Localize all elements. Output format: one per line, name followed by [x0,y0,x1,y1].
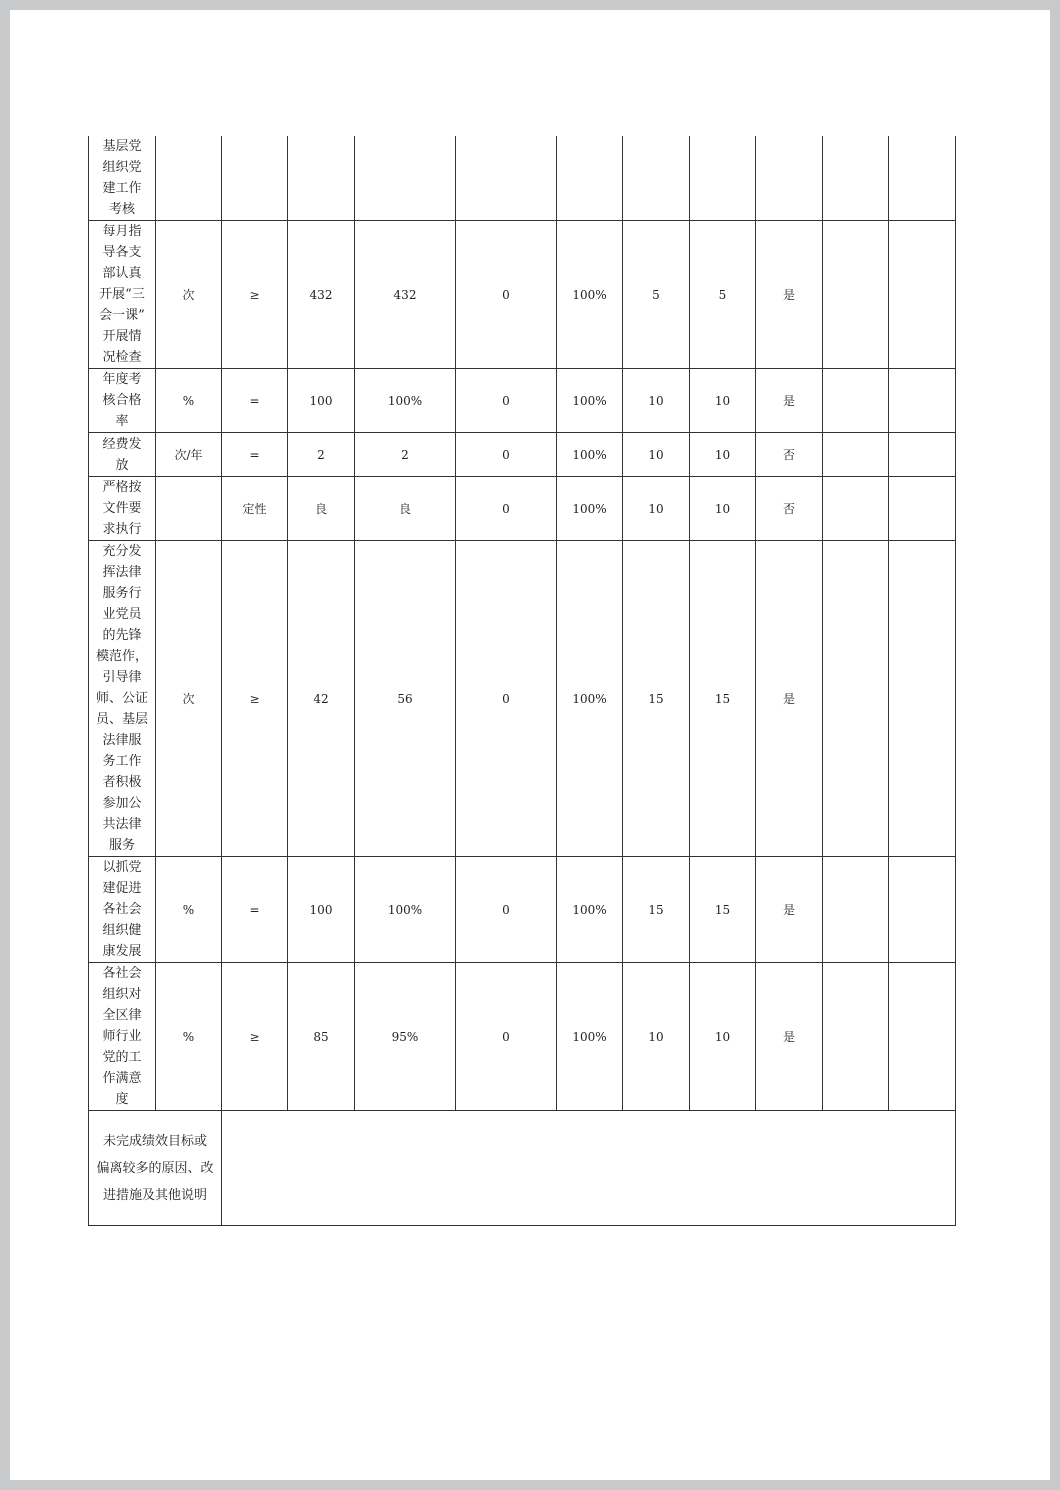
weight-cell [623,477,690,541]
indicator-name-line: 建工作 [102,181,142,196]
indicator-name-line: 严格按 [102,480,142,495]
met-text: 是 [782,903,795,917]
deviation-text: 0 [502,1029,510,1044]
actual-text: 100% [387,393,423,408]
target-cell [288,369,355,433]
unit-cell [156,477,222,541]
weight-cell [623,221,690,369]
rate-text: 100% [572,1029,607,1044]
indicator-name-line: 基层党 [102,139,142,154]
deviation-cell [456,857,557,963]
indicator-name-line: 师、公证 [95,691,148,706]
indicator-name-line: 部认真 [102,266,142,281]
weight-text: 5 [652,287,660,302]
weight-cell [623,857,690,963]
unit-text: % [182,902,195,917]
rate-cell [557,221,623,369]
unit-cell [156,857,222,963]
target-text: 2 [317,447,325,462]
note-label-line: 偏离较多的原因、改 [96,1160,214,1176]
table-row [89,136,956,221]
target-cell [288,963,355,1111]
weight-text: 10 [648,447,664,462]
indicator-name-line: 服务行 [102,586,142,601]
indicator-name-line: 考核 [108,202,135,217]
met-cell [756,221,823,369]
document-page [10,10,1050,1480]
operator-cell [222,369,288,433]
empty-cell [889,477,956,541]
indicator-name-line: 度 [115,1092,129,1107]
weight-cell [623,963,690,1111]
deviation-cell [456,433,557,477]
note-label-line: 进措施及其他说明 [102,1187,207,1203]
indicator-name-line: 师行业 [102,1029,142,1044]
empty-cell [889,136,956,221]
target-cell [288,433,355,477]
operator-text: = [249,902,260,917]
indicator-name-line: 各社会 [102,902,142,917]
table-row [89,369,956,433]
target-text: 100 [309,902,333,917]
table-row [89,963,956,1111]
rate-text: 100% [572,393,607,408]
unit-cell [156,369,222,433]
operator-cell [222,963,288,1111]
met-cell [756,477,823,541]
indicator-name-line: 充分发 [102,544,142,559]
indicator-name-line: 党的工 [102,1050,142,1065]
indicator-name-line: 务工作 [102,754,142,769]
weight-text: 10 [648,393,664,408]
score-text: 10 [714,393,731,408]
score-text: 15 [714,902,731,917]
actual-text: 95% [391,1029,419,1044]
indicator-name-line: 开展情 [102,329,142,344]
empty-cell [823,136,889,221]
operator-text: = [249,393,260,408]
target-cell [288,857,355,963]
indicator-name-line: 组织健 [102,923,142,938]
deviation-cell [456,136,557,221]
indicator-name-line: 参加公 [102,796,142,811]
rate-cell [557,541,623,857]
indicator-name-line: 放 [115,457,129,473]
score-cell [690,541,756,857]
note-label-line: 未完成绩效目标或 [102,1133,207,1149]
rate-text: 100% [572,287,607,302]
unit-text: 次/年 [174,448,203,462]
operator-text: = [249,447,260,462]
indicator-name-line: 员、基层 [95,712,148,727]
empty-cell [889,541,956,857]
empty-cell [889,963,956,1111]
met-text: 是 [782,394,795,408]
unit-cell [156,541,222,857]
score-cell [690,221,756,369]
indicator-name-cell [89,369,156,433]
actual-text: 432 [393,287,417,302]
indicator-name-line: 以抓党 [102,860,142,875]
indicator-name-line: 况检查 [102,350,142,365]
empty-cell [889,369,956,433]
unit-text: % [182,393,195,408]
table-row [89,477,956,541]
unit-cell [156,433,222,477]
note-label-cell [89,1111,222,1226]
deviation-text: 0 [502,902,510,917]
deviation-cell [456,963,557,1111]
target-text: 85 [313,1029,329,1044]
operator-text: ≥ [249,287,260,302]
indicator-name-line: 导各支 [102,245,142,260]
met-text: 是 [782,288,795,302]
empty-cell [823,541,889,857]
rate-cell [557,477,623,541]
actual-cell [355,369,456,433]
performance-table [88,136,956,1226]
indicator-name-line: 建促进 [102,881,142,896]
actual-cell [355,433,456,477]
indicator-name-line: 康发展 [102,944,142,959]
rate-text: 100% [572,501,607,516]
deviation-text: 0 [502,393,510,408]
score-cell [690,477,756,541]
target-text: 432 [309,287,333,302]
score-cell [690,433,756,477]
indicator-name-line: 各社会 [102,966,142,981]
met-cell [756,963,823,1111]
score-text: 5 [718,287,727,302]
deviation-cell [456,541,557,857]
target-cell [288,541,355,857]
indicator-name-line: 率 [115,414,129,429]
actual-text: 100% [387,902,423,917]
indicator-name-line: 开展“三 [99,287,145,302]
operator-text: ≥ [249,691,260,706]
indicator-name-cell [89,857,156,963]
score-text: 10 [714,501,731,516]
rate-text: 100% [572,447,607,462]
actual-cell [355,477,456,541]
met-cell [756,369,823,433]
met-cell [756,541,823,857]
unit-text: 次 [182,692,195,706]
met-cell [756,433,823,477]
table-row [89,221,956,369]
unit-cell [156,963,222,1111]
indicator-name-cell [89,963,156,1111]
unit-cell [156,136,222,221]
target-text: 良 [314,502,327,516]
indicator-name-line: 者积极 [102,775,142,790]
unit-text: % [182,1029,195,1044]
indicator-name-line: 共法律 [102,817,142,832]
actual-cell [355,136,456,221]
operator-cell [222,857,288,963]
actual-text: 56 [397,691,413,706]
unit-text: 次 [182,288,195,302]
note-value-cell [222,1111,956,1226]
operator-cell [222,477,288,541]
empty-cell [823,221,889,369]
weight-text: 15 [648,691,664,706]
indicator-name-line: 的先锋 [102,628,142,643]
deviation-text: 0 [502,447,510,462]
deviation-cell [456,369,557,433]
target-text: 42 [313,691,329,706]
indicator-name-cell [89,221,156,369]
indicator-name-line: 模范作， [95,649,148,664]
weight-text: 10 [648,501,664,516]
indicator-name-line: 核合格 [102,393,142,408]
indicator-name-line: 会一课” [99,308,145,323]
indicator-name-line: 引导律 [102,670,142,685]
actual-text: 良 [398,502,411,516]
table-body [89,136,956,1226]
rate-cell [557,963,623,1111]
rate-cell [557,857,623,963]
score-text: 10 [714,1029,731,1044]
actual-text: 2 [401,447,409,462]
weight-cell [623,369,690,433]
met-text: 是 [782,1030,795,1044]
table-row [89,541,956,857]
indicator-name-cell [89,136,156,221]
actual-cell [355,963,456,1111]
indicator-name-line: 业党员 [102,607,142,622]
weight-cell [623,136,690,221]
indicator-name-line: 服务 [108,838,135,853]
weight-text: 10 [648,1029,664,1044]
rate-cell [557,433,623,477]
operator-text: 定性 [242,502,267,516]
operator-cell [222,433,288,477]
indicator-name-line: 求执行 [102,522,142,537]
note-row [89,1111,956,1226]
table-row [89,857,956,963]
met-text: 是 [782,692,795,706]
indicator-name-line: 全区律 [102,1008,142,1023]
rate-cell [557,136,623,221]
rate-cell [557,369,623,433]
indicator-name-cell [89,477,156,541]
indicator-name-cell [89,433,156,477]
indicator-name-line: 挥法律 [102,565,142,580]
table-row [89,433,956,477]
deviation-cell [456,221,557,369]
actual-cell [355,221,456,369]
score-cell [690,369,756,433]
operator-cell [222,541,288,857]
actual-cell [355,857,456,963]
indicator-name-line: 年度考 [102,372,142,387]
rate-text: 100% [572,691,607,706]
deviation-cell [456,477,557,541]
deviation-text: 0 [502,287,510,302]
empty-cell [823,857,889,963]
weight-cell [623,541,690,857]
empty-cell [889,221,956,369]
deviation-text: 0 [502,501,510,516]
score-cell [690,963,756,1111]
indicator-name-line: 组织对 [102,987,142,1002]
indicator-name-line: 作满意 [102,1071,142,1086]
operator-cell [222,221,288,369]
score-cell [690,857,756,963]
operator-cell [222,136,288,221]
unit-cell [156,221,222,369]
empty-cell [889,857,956,963]
met-text: 否 [782,448,795,462]
met-cell [756,857,823,963]
empty-cell [823,433,889,477]
target-cell [288,136,355,221]
indicator-name-line: 文件要 [102,501,142,516]
empty-cell [889,433,956,477]
target-cell [288,221,355,369]
indicator-name-line: 经费发 [102,436,142,452]
met-text: 否 [782,502,795,516]
indicator-name-cell [89,541,156,857]
rate-text: 100% [572,902,607,917]
empty-cell [823,369,889,433]
operator-text: ≥ [249,1029,260,1044]
score-cell [690,136,756,221]
deviation-text: 0 [502,691,510,706]
indicator-name-line: 组织党 [102,160,142,175]
weight-text: 15 [648,902,664,917]
empty-cell [823,963,889,1111]
empty-cell [823,477,889,541]
target-text: 100 [309,393,333,408]
score-text: 15 [714,691,731,706]
met-cell [756,136,823,221]
weight-cell [623,433,690,477]
score-text: 10 [714,447,731,462]
actual-cell [355,541,456,857]
indicator-name-line: 法律服 [102,733,142,748]
indicator-name-line: 每月指 [102,224,142,239]
target-cell [288,477,355,541]
